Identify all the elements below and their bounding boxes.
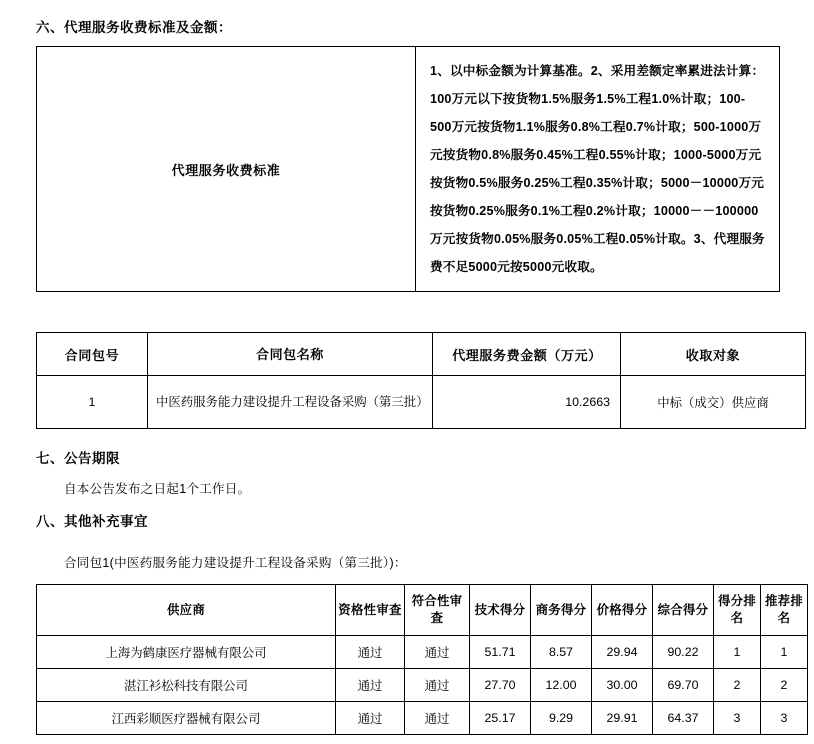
column-header-charge-object: 收取对象 bbox=[621, 333, 806, 376]
fee-amount-header-row bbox=[37, 333, 806, 376]
column-header-price-score: 价格得分 bbox=[592, 585, 653, 636]
cell-total-score: 69.70 bbox=[653, 669, 714, 702]
supplementary-matters-text: 合同包1(中医药服务能力建设提升工程设备采购（第三批）)： bbox=[64, 556, 407, 570]
agency-fee-table bbox=[36, 46, 780, 292]
cell-price-score: 29.91 bbox=[592, 702, 653, 735]
fee-standard-label: 代理服务收费标准 bbox=[37, 47, 416, 292]
cell-technical-score: 27.70 bbox=[470, 669, 531, 702]
cell-supplier: 上海为鹤康医疗器械有限公司 bbox=[37, 636, 336, 669]
cell-total-score: 64.37 bbox=[653, 702, 714, 735]
cell-recommend-rank: 1 bbox=[761, 636, 808, 669]
cell-supplier: 湛江衫松科技有限公司 bbox=[37, 669, 336, 702]
evaluation-score-table bbox=[36, 584, 808, 735]
cell-business-score: 12.00 bbox=[531, 669, 592, 702]
cell-price-score: 30.00 bbox=[592, 669, 653, 702]
fee-standard-text: 1、以中标金额为计算基准。2、采用差额定率累进法计算：100万元以下按货物1.5%服务1.5%工程1.0%计取；100-500万元按货物1.1%服务0.8%工程0.7%计取；500-1000万元按货物0.8%服务0.45%工程0.55%计取；1000-5000万元按货物0.5%服务0.25%工程0.35%计取；5000－10000万元按货物0.25%服务0.1%工程0.2%计取；10000－－100000万元按货物0.05%服务0.05%工程0.05%计取。3、代理服务费不足5000元按5000元收取。 bbox=[416, 47, 780, 292]
table-row bbox=[37, 669, 808, 702]
cell-technical-score: 51.71 bbox=[470, 636, 531, 669]
cell-qualification: 通过 bbox=[336, 636, 405, 669]
fee-standard-row bbox=[37, 47, 780, 292]
score-header-row bbox=[37, 585, 808, 636]
cell-qualification: 通过 bbox=[336, 702, 405, 735]
cell-score-rank: 2 bbox=[714, 669, 761, 702]
cell-score-rank: 1 bbox=[714, 636, 761, 669]
column-header-qualification-review: 资格性审查 bbox=[336, 585, 405, 636]
cell-conformity: 通过 bbox=[405, 669, 470, 702]
cell-score-rank: 3 bbox=[714, 702, 761, 735]
column-header-total-score: 综合得分 bbox=[653, 585, 714, 636]
cell-qualification: 通过 bbox=[336, 669, 405, 702]
cell-package-name: 中医药服务能力建设提升工程设备采购（第三批） bbox=[148, 376, 433, 429]
column-header-supplier: 供应商 bbox=[37, 585, 336, 636]
cell-business-score: 9.29 bbox=[531, 702, 592, 735]
announcement-period-text: 自本公告发布之日起1个工作日。 bbox=[64, 482, 251, 496]
column-header-business-score: 商务得分 bbox=[531, 585, 592, 636]
column-header-package-name: 合同包名称 bbox=[148, 333, 433, 376]
cell-recommend-rank: 3 bbox=[761, 702, 808, 735]
column-header-fee-amount: 代理服务费金额（万元） bbox=[433, 333, 621, 376]
cell-recommend-rank: 2 bbox=[761, 669, 808, 702]
cell-technical-score: 25.17 bbox=[470, 702, 531, 735]
cell-package-no: 1 bbox=[37, 376, 148, 429]
cell-price-score: 29.94 bbox=[592, 636, 653, 669]
column-header-conformity-review: 符合性审查 bbox=[405, 585, 470, 636]
column-header-recommend-rank: 推荐排名 bbox=[761, 585, 808, 636]
table-row bbox=[37, 702, 808, 735]
cell-charge-object: 中标（成交）供应商 bbox=[621, 376, 806, 429]
section-heading-seven: 七、公告期限 bbox=[36, 451, 120, 466]
section-heading-six: 六、代理服务收费标准及金额： bbox=[36, 20, 232, 35]
cell-business-score: 8.57 bbox=[531, 636, 592, 669]
column-header-technical-score: 技术得分 bbox=[470, 585, 531, 636]
agency-fee-amount-table bbox=[36, 332, 806, 429]
section-heading-eight: 八、其他补充事宜 bbox=[36, 514, 148, 529]
column-header-package-no: 合同包号 bbox=[37, 333, 148, 376]
cell-conformity: 通过 bbox=[405, 636, 470, 669]
cell-fee-amount: 10.2663 bbox=[433, 376, 621, 429]
cell-conformity: 通过 bbox=[405, 702, 470, 735]
cell-supplier: 江西彩顺医疗器械有限公司 bbox=[37, 702, 336, 735]
cell-total-score: 90.22 bbox=[653, 636, 714, 669]
table-row bbox=[37, 636, 808, 669]
column-header-score-rank: 得分排名 bbox=[714, 585, 761, 636]
table-row bbox=[37, 376, 806, 429]
